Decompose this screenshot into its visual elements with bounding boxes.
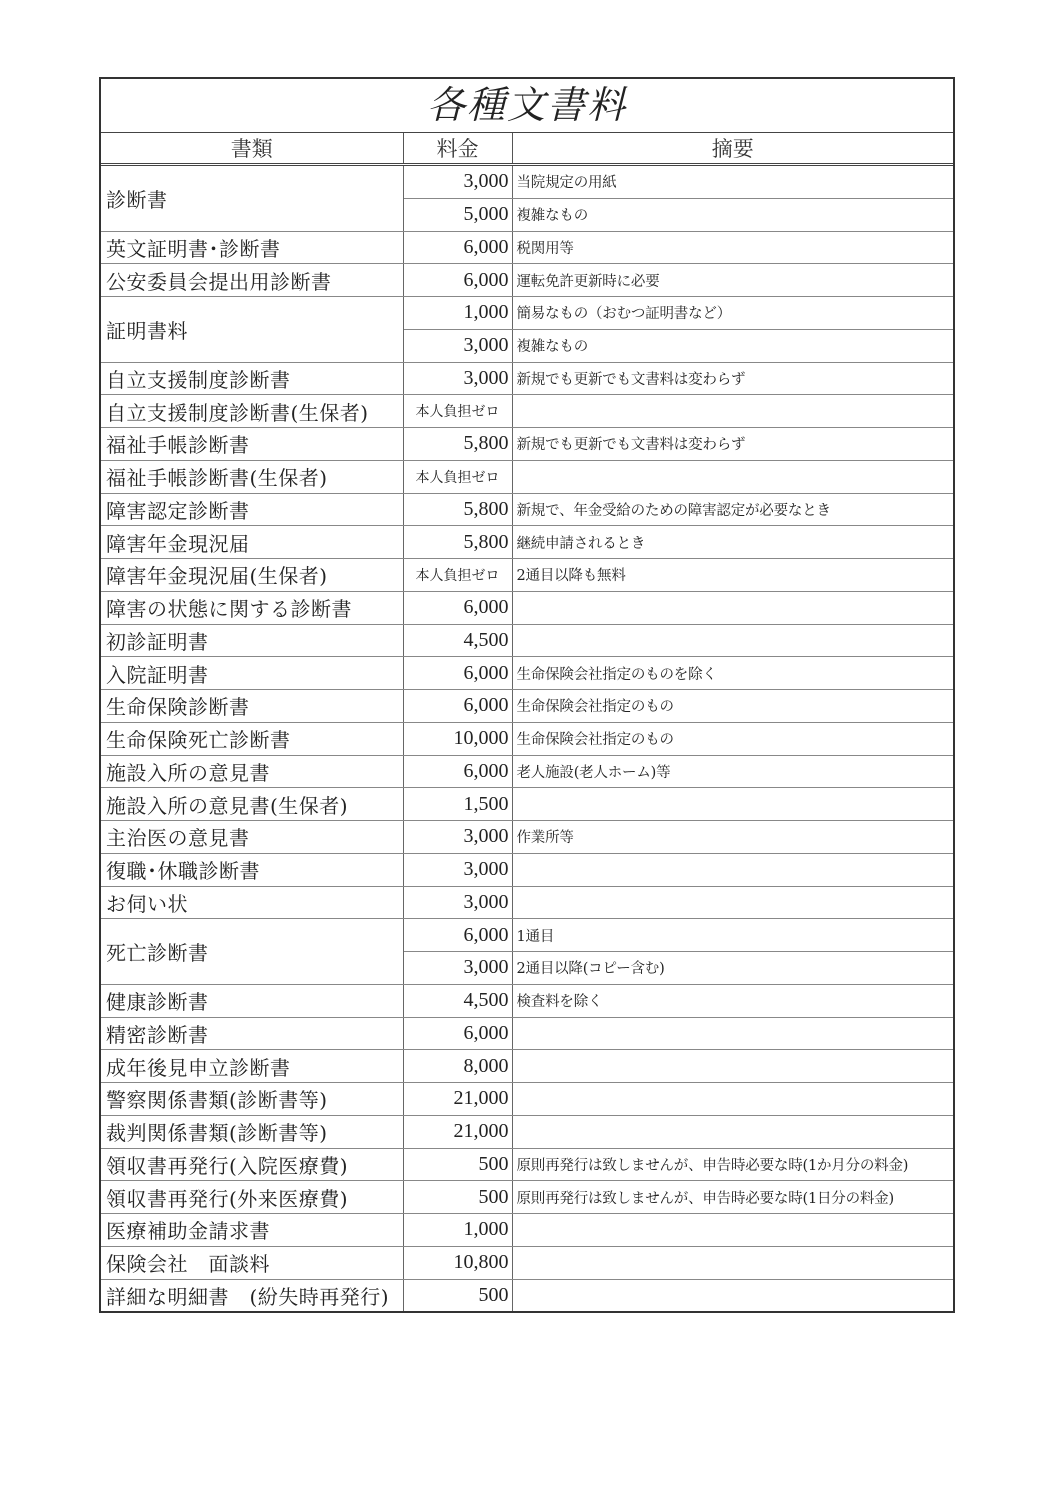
fee-value: 3,000 [403,886,512,919]
fee-value: 10,800 [403,1246,512,1279]
fee-value: 1,500 [403,788,512,821]
note-text: 老人施設(老人ホーム)等 [512,755,953,788]
header-note: 摘要 [512,133,953,165]
document-name: 死亡診断書 [101,919,403,985]
note-text [512,853,953,886]
document-name: 診断書 [101,165,403,232]
fee-sheet [99,77,955,1313]
note-text: 新規でも更新でも文書料は変わらず [512,428,953,461]
fee-value: 3,000 [403,821,512,854]
document-name: お伺い状 [101,886,403,919]
table-row [101,460,953,493]
note-text: 税関用等 [512,231,953,264]
note-text: 簡易なもの（おむつ証明書など） [512,297,953,330]
table-row [101,559,953,592]
table-row [101,395,953,428]
document-name: 保険会社 面談料 [101,1246,403,1279]
note-text: 2通目以降も無料 [512,559,953,592]
note-text [512,1246,953,1279]
document-name: 証明書料 [101,297,403,363]
document-name: 医療補助金請求書 [101,1214,403,1247]
fee-value: 3,000 [403,952,512,985]
document-name: 施設入所の意見書 [101,755,403,788]
table-row [101,821,953,854]
document-name: 障害年金現況届 [101,526,403,559]
table-row [101,1246,953,1279]
document-name: 福祉手帳診断書 [101,428,403,461]
table-row [101,624,953,657]
document-name: 自立支援制度診断書(生保者) [101,395,403,428]
document-name: 裁判関係書類(診断書等) [101,1115,403,1148]
note-text: 新規で、年金受給のための障害認定が必要なとき [512,493,953,526]
fee-value: 5,000 [403,198,512,231]
note-text [512,1017,953,1050]
document-name: 領収書再発行(外来医療費) [101,1181,403,1214]
table-row [101,690,953,723]
fee-value: 3,000 [403,329,512,362]
fee-value: 本人負担ゼロ [403,395,512,428]
table-row [101,1083,953,1116]
fee-value: 3,000 [403,853,512,886]
document-name: 成年後見申立診断書 [101,1050,403,1083]
note-text: 運転免許更新時に必要 [512,264,953,297]
fee-value: 4,500 [403,624,512,657]
fee-value: 6,000 [403,919,512,952]
table-row [101,1115,953,1148]
note-text [512,395,953,428]
document-name: 自立支援制度診断書 [101,362,403,395]
table-row [101,493,953,526]
fee-value: 5,800 [403,428,512,461]
fee-value: 6,000 [403,591,512,624]
fee-value: 6,000 [403,264,512,297]
table-row [101,788,953,821]
fee-value: 3,000 [403,362,512,395]
table-row [101,428,953,461]
fee-value: 6,000 [403,1017,512,1050]
table-row [101,853,953,886]
fee-table [101,133,953,1311]
document-name: 生命保険死亡診断書 [101,722,403,755]
fee-value: 500 [403,1181,512,1214]
header-row [101,133,953,165]
document-name: 障害年金現況届(生保者) [101,559,403,592]
note-text [512,1050,953,1083]
document-name: 障害の状態に関する診断書 [101,591,403,624]
table-row [101,1214,953,1247]
note-text: 継続申請されるとき [512,526,953,559]
note-text: 新規でも更新でも文書料は変わらず [512,362,953,395]
table-row [101,165,953,199]
table-row [101,657,953,690]
fee-value: 3,000 [403,165,512,199]
fee-value: 1,000 [403,1214,512,1247]
fee-value: 5,800 [403,526,512,559]
table-row [101,362,953,395]
page-title: 各種文書料 [101,79,953,133]
note-text [512,886,953,919]
document-name: 主治医の意見書 [101,821,403,854]
document-name: 警察関係書類(診断書等) [101,1083,403,1116]
note-text [512,1115,953,1148]
fee-value: 1,000 [403,297,512,330]
fee-value: 500 [403,1148,512,1181]
table-row [101,1148,953,1181]
note-text [512,460,953,493]
table-row [101,1279,953,1311]
document-name: 詳細な明細書 (紛失時再発行) [101,1279,403,1311]
table-row [101,264,953,297]
document-name: 障害認定診断書 [101,493,403,526]
note-text: 複雑なもの [512,329,953,362]
table-row [101,591,953,624]
note-text: 当院規定の用紙 [512,165,953,199]
fee-value: 6,000 [403,657,512,690]
fee-value: 4,500 [403,984,512,1017]
document-name: 施設入所の意見書(生保者) [101,788,403,821]
note-text: 生命保険会社指定のものを除く [512,657,953,690]
note-text: 1通目 [512,919,953,952]
table-row [101,919,953,952]
header-doc: 書類 [101,133,403,165]
header-fee: 料金 [403,133,512,165]
fee-value: 500 [403,1279,512,1311]
document-name: 復職･休職診断書 [101,853,403,886]
document-name: 公安委員会提出用診断書 [101,264,403,297]
fee-value: 6,000 [403,755,512,788]
note-text [512,1214,953,1247]
document-name: 福祉手帳診断書(生保者) [101,460,403,493]
note-text [512,788,953,821]
document-name: 英文証明書･診断書 [101,231,403,264]
note-text: 作業所等 [512,821,953,854]
table-row [101,231,953,264]
fee-value: 6,000 [403,231,512,264]
note-text [512,591,953,624]
fee-value: 6,000 [403,690,512,723]
table-row [101,755,953,788]
fee-value: 8,000 [403,1050,512,1083]
note-text: 原則再発行は致しませんが、申告時必要な時(1日分の料金) [512,1181,953,1214]
note-text: 検査料を除く [512,984,953,1017]
document-name: 生命保険診断書 [101,690,403,723]
document-name: 領収書再発行(入院医療費) [101,1148,403,1181]
document-name: 健康診断書 [101,984,403,1017]
table-row [101,886,953,919]
note-text: 生命保険会社指定のもの [512,722,953,755]
note-text [512,1083,953,1116]
fee-value: 本人負担ゼロ [403,460,512,493]
document-name: 精密診断書 [101,1017,403,1050]
fee-value: 5,800 [403,493,512,526]
table-row [101,984,953,1017]
note-text: 原則再発行は致しませんが、申告時必要な時(1か月分の料金) [512,1148,953,1181]
table-row [101,1050,953,1083]
table-row [101,297,953,330]
note-text [512,1279,953,1311]
document-name: 初診証明書 [101,624,403,657]
fee-value: 21,000 [403,1083,512,1116]
fee-table-body [101,165,953,1312]
note-text: 複雑なもの [512,198,953,231]
fee-value: 本人負担ゼロ [403,559,512,592]
fee-value: 10,000 [403,722,512,755]
table-row [101,1017,953,1050]
note-text: 2通目以降(コピー含む) [512,952,953,985]
table-row [101,722,953,755]
note-text [512,624,953,657]
note-text: 生命保険会社指定のもの [512,690,953,723]
table-row [101,526,953,559]
table-row [101,1181,953,1214]
document-name: 入院証明書 [101,657,403,690]
fee-value: 21,000 [403,1115,512,1148]
